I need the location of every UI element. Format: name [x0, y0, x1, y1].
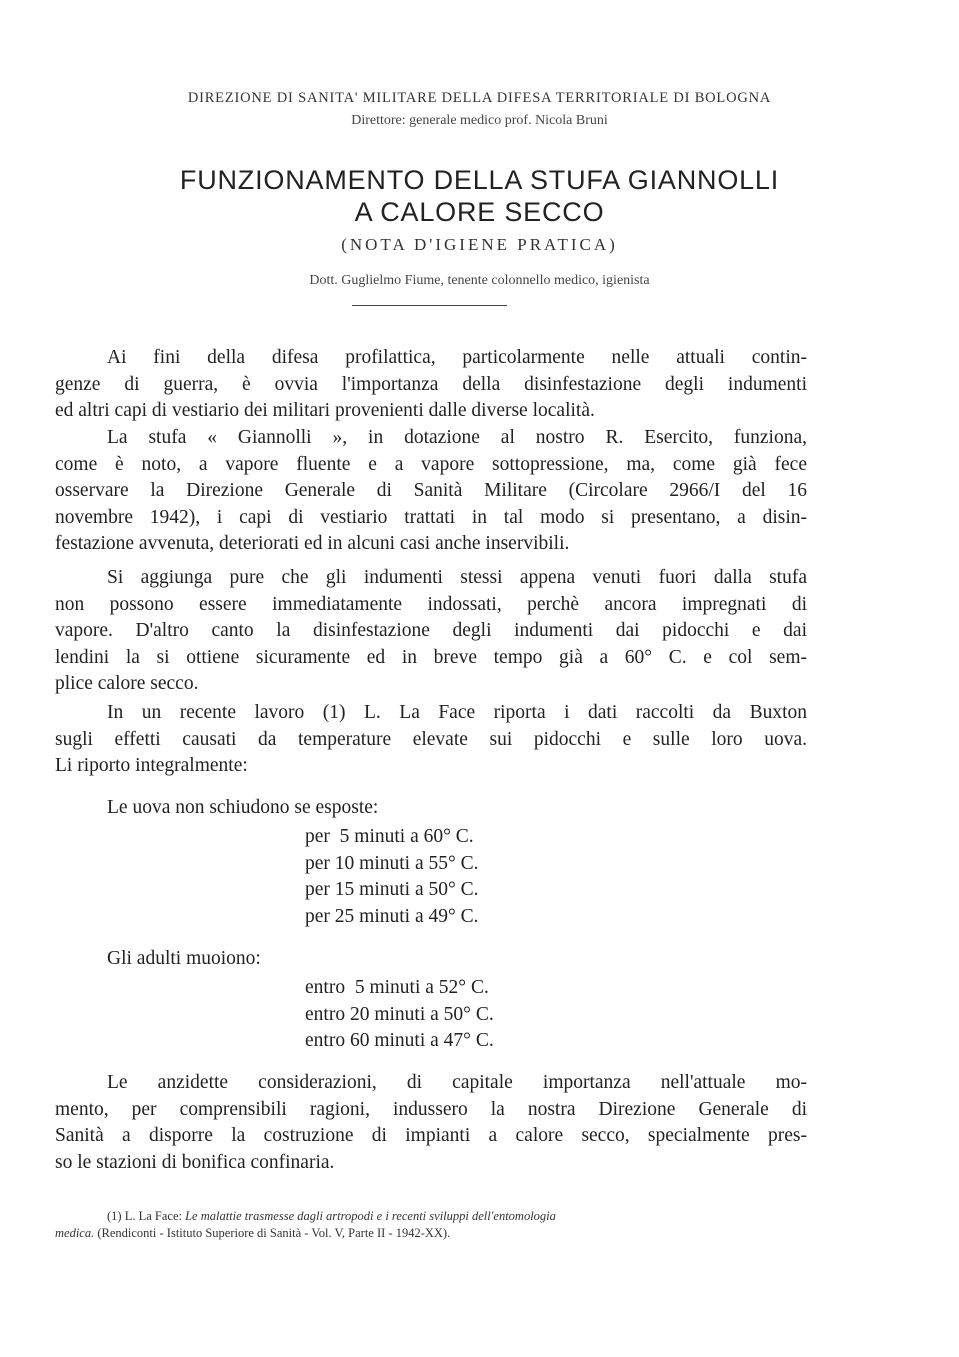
footnote	[55, 1208, 807, 1242]
adults-label: Gli adulti muoiono:	[107, 948, 261, 969]
text-line: Ai fini della difesa profilattica, particolarmente nelle attuali contin-	[107, 347, 807, 368]
paragraph-4	[55, 700, 807, 780]
text-line: vapore. D'altro canto la disinfestazione degli indumenti dai pidocchi e dai	[55, 620, 807, 642]
title-divider	[352, 305, 507, 306]
text-line: ed altri capi di vestiario dei militari provenienti dalle diverse località.	[55, 400, 595, 422]
text-line: festazione avvenuta, deteriorati ed in alcuni casi anche inservibili.	[55, 533, 570, 555]
subtitle: (NOTA D'IGIENE PRATICA)	[341, 235, 618, 254]
text-line: osservare la Direzione Generale di Sanità Militare (Circolare 2966/I del 16	[55, 480, 807, 502]
text-line: In un recente lavoro (1) L. La Face riporta i dati raccolti da Buxton	[107, 702, 807, 723]
list-item: entro 5 minuti a 52° C.	[305, 977, 489, 998]
text-line: Li riporto integralmente:	[55, 755, 248, 777]
text-line: novembre 1942), i capi di vestiario trattati in tal modo si presentano, a disin-	[55, 506, 807, 528]
adults-list	[305, 975, 494, 1055]
paragraph-1	[55, 345, 807, 425]
title-line-1: FUNZIONAMENTO DELLA STUFA GIANNOLLI	[179, 165, 780, 195]
eggs-list	[305, 824, 479, 930]
text-line: non possono essere immediatamente indossati, perchè ancora impregnati di	[55, 593, 807, 615]
eggs-label: Le uova non schiudono se esposte:	[107, 797, 379, 818]
list-item: per 5 minuti a 60° C.	[305, 826, 474, 847]
text-line: mento, per comprensibili ragioni, indussero la nostra Direzione Generale di	[55, 1098, 807, 1120]
footnote-reference: (Rendiconti - Istituto Superiore di Sanità - Vol. V, Parte II - 1942-XX).	[97, 1226, 451, 1240]
text-line: Si aggiunga pure che gli indumenti stessi appena venuti fuori dalla stufa	[107, 567, 807, 588]
text-line: come è noto, a vapore fluente e a vapore sottopressione, ma, come già fece	[55, 453, 807, 475]
footnote-title-end: medica.	[55, 1226, 95, 1240]
footnote-marker: (1) L. La Face:	[107, 1209, 182, 1223]
paragraph-2	[55, 425, 807, 558]
text-line: La stufa « Giannolli », in dotazione al nostro R. Esercito, funziona,	[107, 427, 807, 448]
institution-header: DIREZIONE DI SANITA' MILITARE DELLA DIFESA TERRITORIALE DI BOLOGNA	[187, 90, 772, 106]
author-line: Dott. Guglielmo Fiume, tenente colonnello medico, igienista	[309, 273, 650, 288]
footnote-title: Le malattie trasmesse dagli artropodi e i recenti sviluppi dell'entomologia	[185, 1209, 556, 1223]
list-item: entro 60 minuti a 47° C.	[305, 1030, 494, 1052]
list-item: entro 20 minuti a 50° C.	[305, 1003, 494, 1025]
text-line: genze di guerra, è ovvia l'importanza della disinfestazione degli indumenti	[55, 373, 807, 395]
list-item: per 15 minuti a 50° C.	[305, 879, 479, 901]
title-line-2: A CALORE SECCO	[354, 197, 605, 227]
paragraph-3	[55, 565, 807, 698]
list-item: per 25 minuti a 49° C.	[305, 905, 479, 927]
text-line: Le anzidette considerazioni, di capitale importanza nell'attuale mo-	[107, 1072, 807, 1093]
footnote-line-2	[55, 1225, 807, 1242]
director-line: Direttore: generale medico prof. Nicola Bruni	[351, 113, 608, 128]
text-line: lendini la si ottiene sicuramente ed in breve tempo già a 60° C. e col sem-	[55, 646, 807, 668]
text-line: plice calore secco.	[55, 673, 199, 695]
text-line: sugli effetti causati da temperature elevate sui pidocchi e sulle loro uova.	[55, 728, 807, 750]
paragraph-5	[55, 1070, 807, 1176]
list-item: per 10 minuti a 55° C.	[305, 852, 479, 874]
footnote-line-1	[55, 1208, 807, 1225]
text-line: so le stazioni di bonifica confinaria.	[55, 1151, 335, 1173]
text-line: Sanità a disporre la costruzione di impianti a calore secco, specialmente pres-	[55, 1125, 807, 1147]
